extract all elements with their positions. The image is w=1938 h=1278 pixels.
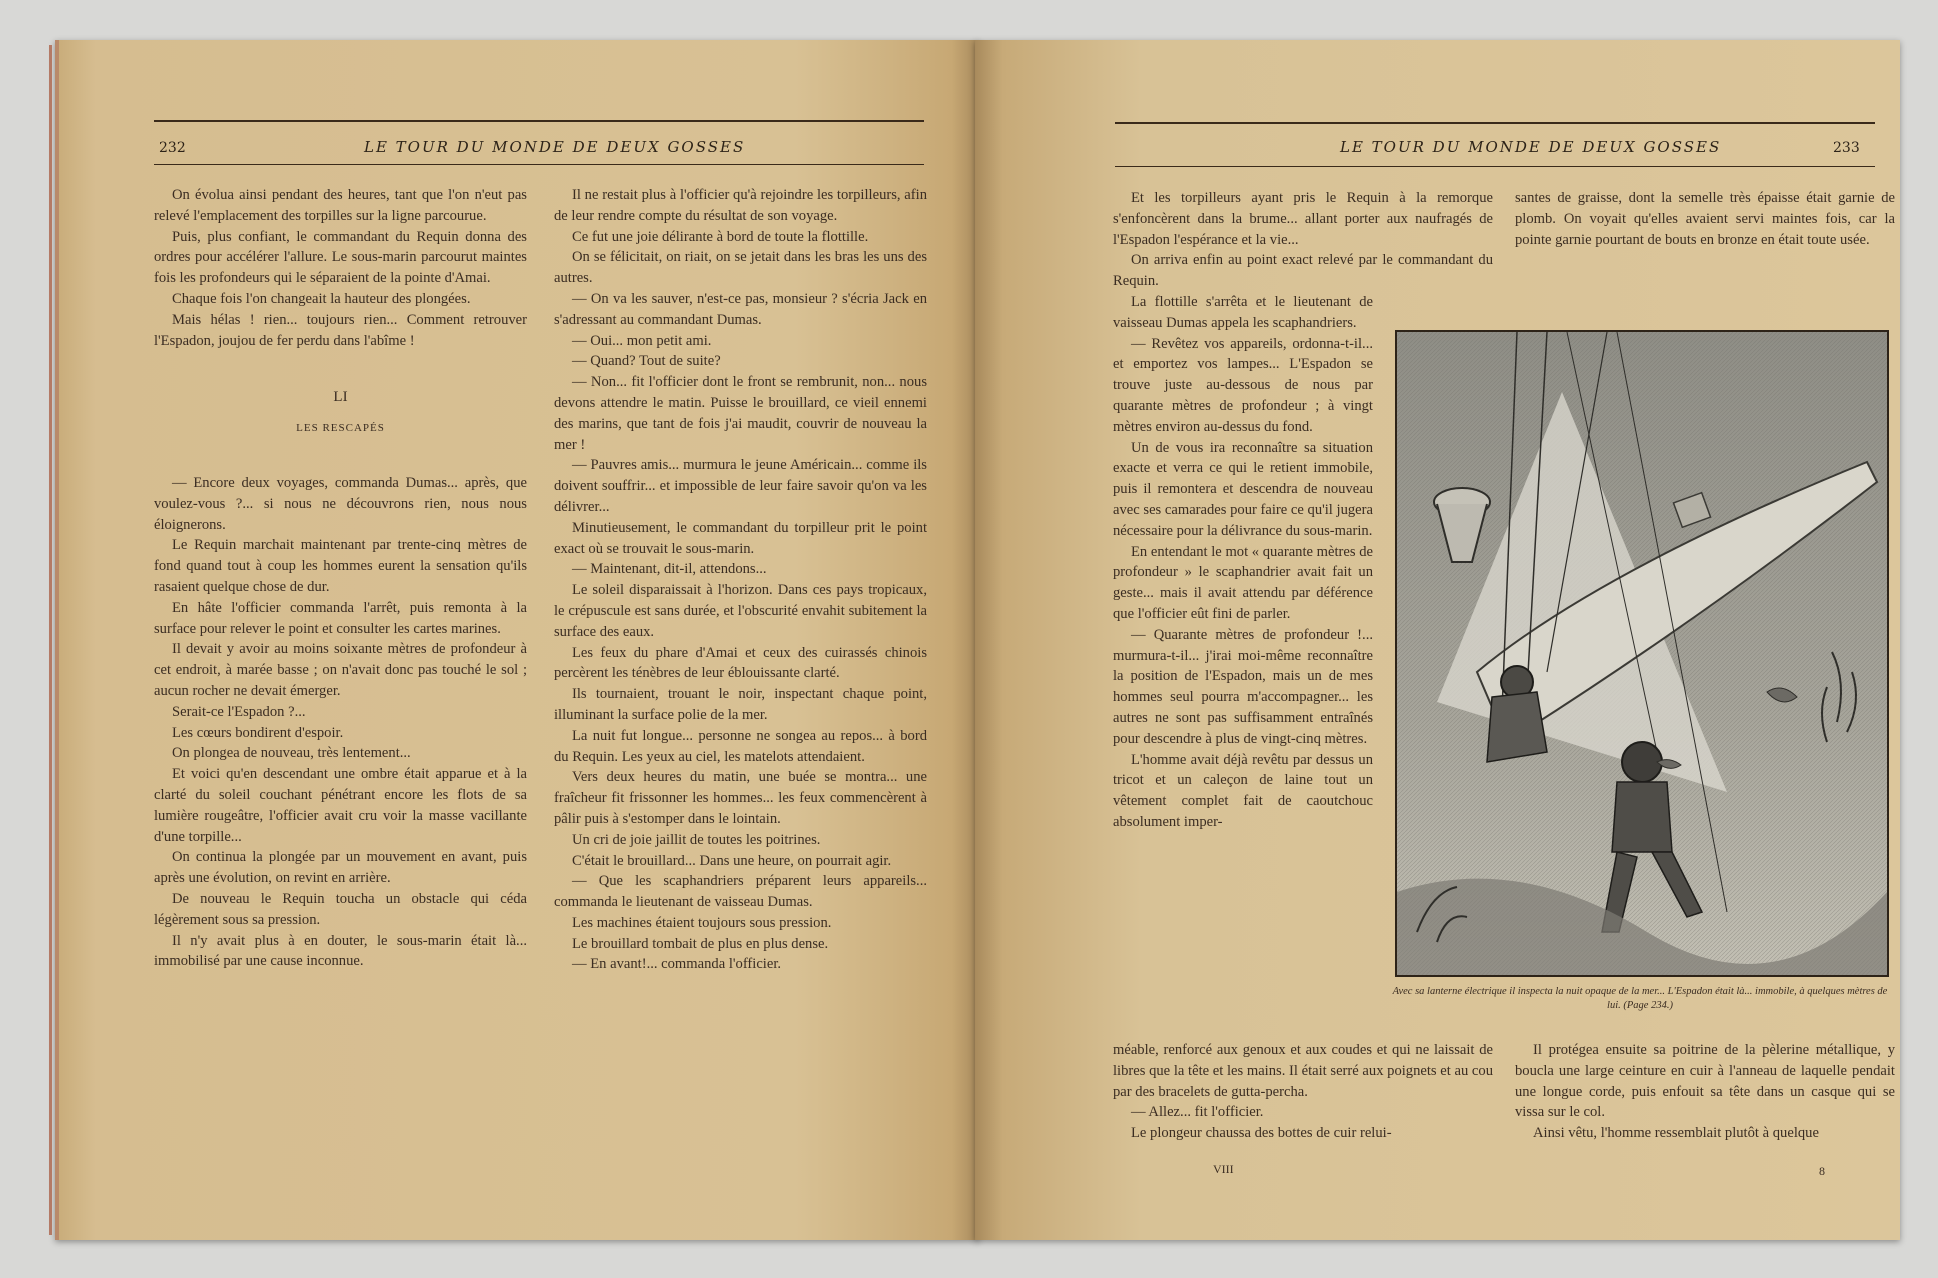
header-rule-bottom	[1115, 166, 1875, 167]
page-edge-binding	[49, 45, 52, 1235]
figure-caption: Avec sa lanterne électrique il inspecta la nuit opaque de la mer... L'Espadon était là... immobile, à quelques mètres de lui. (Page 234.)	[1392, 986, 1888, 1011]
paragraph: Un cri de joie jaillit de toutes les poitrines.	[572, 831, 821, 848]
paragraph: méable, renforcé aux genoux et aux coudes et qui ne laissait de libres que la tête et les mains. Il était serré aux poignets et au cou par des bracelets de gutta-percha.	[1113, 1042, 1493, 1100]
paragraph: Un de vous ira reconnaître sa situation exacte et verra ce qui le retient immobile, puis il remontera et descendra de nouveau avec ses camarades pour faire ce qu'il jugera nécessaire pour la délivrance du sous-marin.	[1113, 439, 1373, 539]
paragraph: — On va les sauver, n'est-ce pas, monsieur ? s'écria Jack en s'adressant au commandant Dumas.	[554, 290, 927, 328]
paragraph: Le brouillard tombait de plus en plus dense.	[572, 935, 829, 952]
right-column-1-beside-figure	[1113, 292, 1373, 833]
right-column-1-bottom	[1113, 1040, 1493, 1144]
paragraph: Le plongeur chaussa des bottes de cuir relui-	[1131, 1125, 1392, 1142]
paragraph: En entendant le mot « quarante mètres de profondeur » le scaphandrier avait fait un geste... mais il avait attendu par déférence que l'officier eût fini de parler.	[1113, 543, 1373, 622]
paragraph: On plongea de nouveau, très lentement...	[172, 745, 411, 762]
signature-mark-left: VIII	[1213, 1162, 1234, 1176]
paragraph: Les machines étaient toujours sous pression.	[572, 914, 832, 931]
engraving-illustration	[1395, 330, 1889, 977]
running-title-right: LE TOUR DU MONDE DE DEUX GOSSES	[1340, 138, 1722, 156]
paragraph: Ainsi vêtu, l'homme ressemblait plutôt à quelque	[1533, 1125, 1819, 1142]
diver-helmet	[1622, 742, 1662, 782]
running-title-left: LE TOUR DU MONDE DE DEUX GOSSES	[364, 138, 746, 156]
paragraph: — Pauvres amis... murmura le jeune Américain... comme ils doivent souffrir... et impossible de leur faire savoir qu'on va les délivrer...	[554, 457, 927, 515]
paragraph: Minutieusement, le commandant du torpilleur prit le point exact où se trouvait le sous-marin.	[554, 519, 927, 557]
header-rule-top	[1115, 122, 1875, 124]
left-column-2	[554, 185, 927, 975]
paragraph: Chaque fois l'on changeait la hauteur des plongées.	[172, 290, 471, 307]
open-book	[55, 40, 1900, 1245]
paragraph: Il protégea ensuite sa poitrine de la pèlerine métallique, y boucla une large ceinture en cuir à l'anneau de laquelle pendait une longue corde, puis enfouit sa tête dans un casque qui se vissa sur le col.	[1515, 1042, 1895, 1121]
left-page	[55, 40, 979, 1240]
page-number-right: 233	[1833, 140, 1860, 156]
paragraph: — Maintenant, dit-il, attendons...	[572, 561, 767, 578]
paragraph: — Quand? Tout de suite?	[572, 353, 721, 370]
right-column-2-bottom	[1515, 1040, 1895, 1144]
paragraph: Et voici qu'en descendant une ombre était apparue et à la clarté du soleil couchant pénétrant encore les flots de sa lumière rougeâtre, l'officier avait cru voir la masse vacillante d'une torpille...	[154, 766, 527, 845]
paragraph: La nuit fut longue... personne ne songea au repos... à bord du Requin. Les yeux au ciel, les matelots attendaient.	[554, 727, 927, 765]
paragraph: — Revêtez vos appareils, ordonna-t-il... et emportez vos lampes... L'Espadon se trouve juste au-dessous de nous par quarante mètres de profondeur ; à vingt mètres environ au-dessus du fond.	[1113, 335, 1373, 435]
left-column-1	[154, 185, 527, 972]
paragraph: On continua la plongée par un mouvement en avant, puis après une évolution, on revint en arrière.	[154, 849, 527, 887]
paragraph: Ce fut une joie délirante à bord de toute la flottille.	[572, 228, 869, 245]
text-block-intro	[154, 185, 527, 351]
paragraph: Il n'y avait plus à en douter, le sous-marin était là... immobilisé par une cause inconnue.	[154, 932, 527, 970]
paragraph: Puis, plus confiant, le commandant du Requin donna des ordres pour accélérer l'allure. Le sous-marin parcourut maintes fois les profondeurs qui le séparaient de la pointe d'Amai.	[154, 228, 527, 287]
right-column-1-top	[1113, 188, 1493, 292]
paragraph: — Encore deux voyages, commanda Dumas... après, que voulez-vous ?... si nous ne découvrons rien, nous nous éloignerons.	[154, 474, 527, 533]
chapter-title: LES RESCAPÉS	[296, 422, 385, 435]
paragraph: Il devait y avoir au moins soixante mètres de profondeur à cet endroit, à marée basse ; on n'avait donc pas touché le sol ; aucun rocher ne devait émerger.	[154, 641, 527, 699]
paragraph: On se félicitait, on riait, on se jetait dans les bras les uns des autres.	[554, 249, 927, 287]
paragraph: Et les torpilleurs ayant pris le Requin à la remorque s'enfoncèrent dans la brume... allant porter aux naufragés de l'Espadon l'espérance et la vie...	[1113, 190, 1493, 248]
paragraph: — Que les scaphandriers préparent leurs appareils... commanda le lieutenant de vaisseau Dumas.	[554, 873, 927, 911]
paragraph: Serait-ce l'Espadon ?...	[172, 703, 306, 720]
paragraph: C'était le brouillard... Dans une heure, on pourrait agir.	[572, 852, 892, 869]
paragraph: En hâte l'officier commanda l'arrêt, puis remonta à la surface pour relever le point et consulter les cartes marines.	[154, 599, 527, 637]
paragraph: — Quarante mètres de profondeur !... murmura-t-il... j'irai moi-même reconnaître la position de l'Espadon, mais un de mes hommes seul pourra m'accompagner... les autres ne sont pas suffisamment entraînés pour descendre à plus de vingt-cinq mètres.	[1113, 626, 1373, 747]
text-block-chapter	[154, 473, 527, 972]
paragraph: Il ne restait plus à l'officier qu'à rejoindre les torpilleurs, afin de leur rendre compte du résultat de son voyage.	[554, 187, 927, 224]
paragraph: — En avant!... commanda l'officier.	[572, 956, 782, 973]
paragraph: L'homme avait déjà revêtu par dessus un tricot et un caleçon de laine tout un vêtement complet fait de caoutchouc absolument imper-	[1113, 751, 1373, 830]
paragraph: Les cœurs bondirent d'espoir.	[172, 724, 344, 741]
paragraph: — Oui... mon petit ami.	[572, 332, 712, 349]
right-column-2-top	[1515, 188, 1895, 250]
paragraph: Les feux du phare d'Amai et ceux des cuirassés chinois percèrent les ténèbres de leur éblouissante clarté.	[554, 644, 927, 682]
paragraph: Le Requin marchait maintenant par trente-cinq mètres de fond quand tout à coup les hommes eurent la sensation qu'ils rasaient quelque chose de dur.	[154, 537, 527, 595]
paragraph: — Non... fit l'officier dont le front se rembrunit, non... nous devons attendre le matin. Puisse le brouillard, ce vieil ennemi des marins, que tant de fois j'ai maudit, couvrir de nouveau la mer !	[554, 374, 927, 453]
paragraph: Vers deux heures du matin, une buée se montra... une fraîcheur fit frissonner les hommes... les feux commencèrent à pâlir puis à s'estomper dans le lointain.	[554, 769, 927, 827]
chapter-number: LI	[333, 389, 348, 406]
paragraph: Le soleil disparaissait à l'horizon. Dans ces pays tropicaux, le crépuscule est sans durée, et l'obscurité envahit subitement la surface des eaux.	[554, 582, 927, 640]
header-rule-bottom	[154, 164, 924, 165]
page-number-left: 232	[159, 140, 186, 156]
signature-mark-right: 8	[1819, 1164, 1825, 1178]
header-rule-top	[154, 120, 924, 122]
paragraph: La flottille s'arrêta et le lieutenant de vaisseau Dumas appela les scaphandriers.	[1113, 294, 1373, 331]
paragraph: On arriva enfin au point exact relevé par le commandant du Requin.	[1113, 252, 1493, 290]
diver-submarine-engraving	[1397, 332, 1887, 975]
paragraph: Mais hélas ! rien... toujours rien... Comment retrouver l'Espadon, joujou de fer perdu dans l'abîme !	[154, 311, 527, 349]
paragraph: De nouveau le Requin toucha un obstacle qui céda légèrement sous sa pression.	[154, 890, 527, 928]
paragraph: — Allez... fit l'officier.	[1131, 1104, 1264, 1121]
paragraph: santes de graisse, dont la semelle très épaisse était garnie de plomb. On voyait qu'elles avaient servi maintes fois, car la pointe garnie pourtant de bouts en bronze en était toute usée.	[1515, 190, 1895, 248]
paragraph: On évolua ainsi pendant des heures, tant que l'on n'eut pas relevé l'emplacement des torpilles sur la ligne parcourue.	[154, 187, 527, 224]
paragraph: Ils tournaient, trouant le noir, inspectant chaque point, illuminant la surface polie de la mer.	[554, 686, 927, 723]
